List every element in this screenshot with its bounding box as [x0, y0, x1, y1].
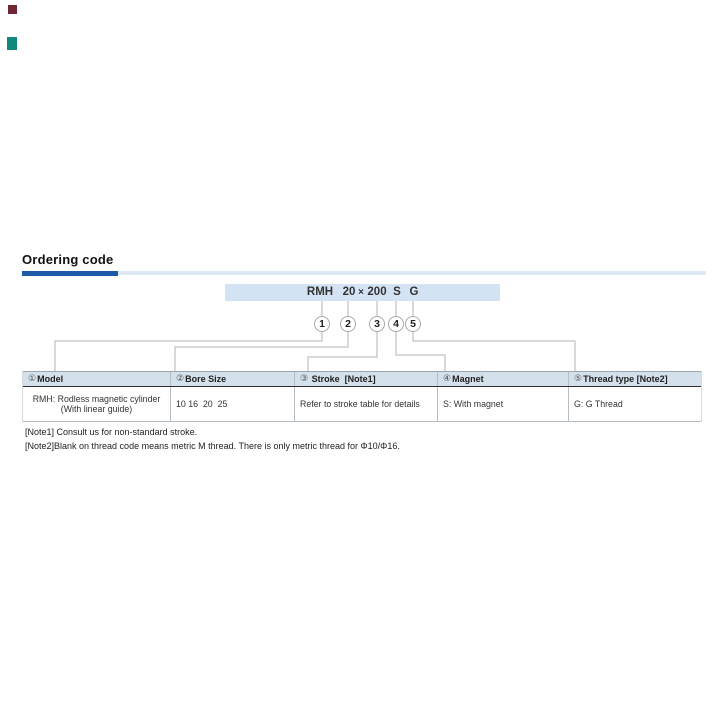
table-header-row	[23, 371, 701, 387]
section-underline-light	[118, 271, 706, 275]
circled-3-icon: ③	[300, 374, 309, 384]
section-underline-accent	[22, 271, 118, 276]
table-body-row	[23, 387, 701, 422]
page-corner-mark-teal	[7, 37, 17, 50]
header-cell-thread-type: ⑤ Thread type [Note2]	[568, 372, 701, 386]
code-token-model: RMH	[306, 286, 334, 298]
callout-5: 5	[405, 316, 421, 332]
callout-1: 1	[314, 316, 330, 332]
ordering-code-table	[22, 371, 702, 422]
section-title: Ordering code	[22, 252, 114, 267]
header-cell-bore-size: ② Bore Size	[170, 372, 294, 386]
callout-3: 3	[369, 316, 385, 332]
header-cell-magnet: ④ Magnet	[437, 372, 568, 386]
body-cell-thread-type: G: G Thread	[568, 387, 701, 421]
header-cell-model: ① Model	[28, 374, 64, 384]
code-token-thread: G	[409, 286, 419, 298]
body-cell-magnet: S: With magnet	[437, 387, 568, 421]
circled-2-icon: ②	[176, 374, 185, 384]
page-corner-mark-maroon	[8, 5, 17, 14]
circled-5-icon: ⑤	[574, 374, 583, 384]
code-token-bore: 20	[342, 286, 356, 298]
code-token-magnet: S	[393, 286, 401, 298]
note-1: [Note1] Consult us for non-standard stroke.	[25, 427, 198, 437]
circled-4-icon: ④	[443, 374, 452, 384]
callout-4: 4	[388, 316, 404, 332]
multiply-icon: ×	[358, 287, 364, 298]
body-cell-stroke: Refer to stroke table for details	[294, 387, 437, 421]
body-cell-model: RMH: Rodless magnetic cylinder (With linear guide)	[32, 394, 161, 414]
footnotes	[25, 425, 400, 453]
header-cell-stroke: ③ Stroke [Note1]	[294, 372, 437, 386]
code-token-stroke: 200	[367, 286, 387, 298]
note-2: [Note2]Blank on thread code means metric M thread. There is only metric thread for Φ10/Φ16.	[25, 441, 400, 451]
body-cell-bore-size: 10 16 20 25	[170, 387, 294, 421]
callout-2: 2	[340, 316, 356, 332]
circled-1-icon: ①	[28, 374, 37, 384]
